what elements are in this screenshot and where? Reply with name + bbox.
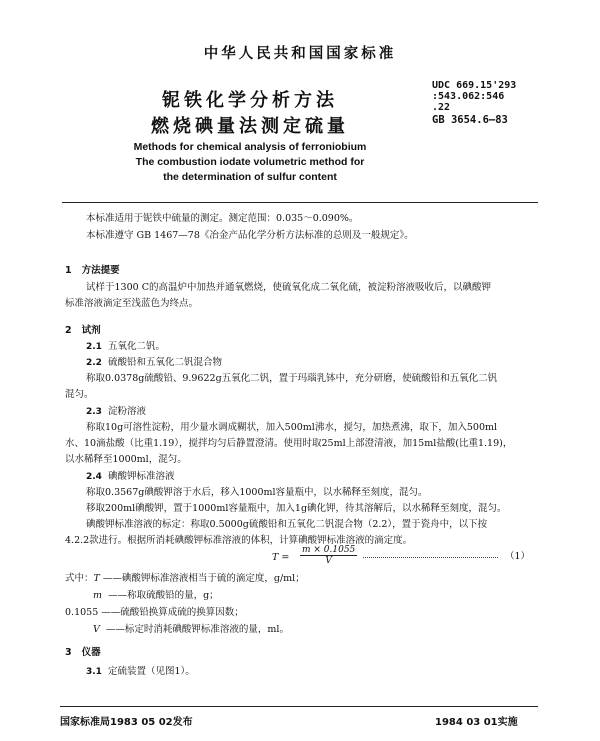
item-2-3-line3: 以水稀释至1000ml，混匀。 <box>65 454 187 465</box>
effective-date: 1984 03 01实施 <box>435 717 518 728</box>
item-2-4 <box>86 470 175 484</box>
udc-code <box>432 80 516 113</box>
where-intro: 式中： <box>65 573 94 584</box>
equation-number: （1） <box>505 551 531 562</box>
item-text: 硫酸铅和五氧化二钒混合物 <box>108 357 223 368</box>
where-m <box>93 589 219 602</box>
section-2-heading <box>65 322 101 336</box>
where-t <box>65 572 305 585</box>
doc-title-line2: 燃烧碘量法测定硫量 <box>151 116 349 137</box>
english-title-line1: Methods for chemical analysis of ferroniobium <box>133 141 367 153</box>
item-2-2-line2: 混匀。 <box>65 389 94 400</box>
section-3-heading <box>65 644 101 658</box>
item-2-3-line2: 水、10滴盐酸（比重1.19），搅拌均匀后静置澄清。使用时取25ml上部澄清液，加15ml盐酸(比重1.19)， <box>65 438 513 449</box>
english-title-line2: The combustion iodate volumetric method for <box>135 156 365 168</box>
gb-number: GB 3654.6—83 <box>432 114 508 126</box>
item-2-3-line1: 称取10g可溶性淀粉，用少量水调成糊状，加入500ml沸水，搅匀，加热煮沸，取下，加入500ml <box>86 422 498 433</box>
item-number: 2.3 <box>86 407 102 417</box>
section-number: 3 <box>65 647 72 658</box>
item-2-4-line1: 称取0.3567g碘酸钾溶于水后，移入1000ml容量瓶中，以水稀释至刻度，混匀。 <box>86 487 428 498</box>
english-title-line3: the determination of sulfur content <box>163 171 337 183</box>
item-2-4-line4: 4.2.2款进行。根据所消耗碘酸钾标准溶液的体积，计算碘酸钾标准溶液的滴定度。 <box>65 535 413 546</box>
formula-numerator: m × 0.1055 <box>302 545 356 555</box>
section-1-heading <box>65 262 120 276</box>
item-number: 2.2 <box>86 358 102 368</box>
compliance-paragraph: 本标准遵守 GB 1467—78《冶金产品化学分析方法标准的总则及一般规定》。 <box>86 230 414 241</box>
scope-paragraph: 本标准适用于铌铁中硫量的测定。测定范围：0.035～0.090%。 <box>86 213 359 224</box>
item-3-1 <box>86 665 195 679</box>
item-2-4-line3: 碘酸钾标准溶液的标定：称取0.5000g硫酸铅和五氧化二钒混合物（2.2），置于瓷舟中，以下按 <box>86 519 488 530</box>
formula-leader-dots <box>363 557 498 558</box>
item-2-2 <box>86 356 222 370</box>
item-number: 2.1 <box>86 342 102 352</box>
symbol-v-desc: ——标定时消耗碘酸钾标准溶液的量，ml。 <box>105 624 289 635</box>
section-title: 方法提要 <box>81 265 120 276</box>
item-2-4-line2: 移取200ml碘酸钾，置于1000ml容量瓶中，加入1g碘化钾，待其溶解后，以水稀释至刻度，混匀。 <box>86 503 507 514</box>
formula-fraction <box>300 545 357 566</box>
symbol-m-desc: ——称取硫酸铅的量，g； <box>108 590 219 601</box>
item-2-2-line1: 称取0.0378g硫酸铅、9.9622g五氧化二钒，置于玛瑙乳钵中，充分研磨，使硫酸铅和五氧化二钒 <box>86 373 498 384</box>
issuing-body-title: 中华人民共和国国家标准 <box>203 46 397 62</box>
symbol-v: V <box>93 624 100 635</box>
section-title: 试剂 <box>81 325 101 336</box>
formula-denominator: V <box>325 556 332 566</box>
item-2-3 <box>86 405 146 419</box>
udc-line1: UDC 669.15'293 <box>432 80 517 91</box>
item-text: 碘酸钾标准溶液 <box>108 471 175 482</box>
section-number: 1 <box>65 265 72 276</box>
item-text: 淀粉溶液 <box>108 406 147 417</box>
section-number: 2 <box>65 325 72 336</box>
section-title: 仪器 <box>81 647 101 658</box>
item-text: 定硫装置（见图1）。 <box>108 666 195 677</box>
symbol-factor-desc: ——硫酸铅换算成硫的换算因数； <box>101 607 244 618</box>
issue-date: 国家标准局1983 05 02发布 <box>60 717 193 728</box>
udc-line3: .22 <box>432 102 451 113</box>
item-number: 3.1 <box>86 667 102 677</box>
where-v <box>93 623 289 636</box>
symbol-t: T <box>93 573 100 584</box>
item-text: 五氧化二钒。 <box>108 341 166 352</box>
where-k <box>65 606 244 619</box>
item-2-1 <box>86 340 165 354</box>
doc-title-line1: 铌铁化学分析方法 <box>162 90 338 111</box>
udc-line2: :543.062:546 <box>432 91 505 102</box>
s1-text-line1: 试样于1300 C的高温炉中加热并通氧燃烧，使硫氧化成二氧化硫，被淀粉溶液吸收后，以碘酸钾 <box>86 282 491 293</box>
symbol-t-desc: ——碘酸钾标准溶液相当于硫的滴定度，g/ml； <box>102 573 305 584</box>
symbol-factor: 0.1055 <box>65 607 99 618</box>
symbol-m: m <box>93 590 103 601</box>
header-rule <box>62 202 538 203</box>
formula-lhs: T = <box>272 552 290 563</box>
item-number: 2.4 <box>86 472 102 482</box>
footer-rule <box>60 706 538 707</box>
s1-text-line2: 标准溶液滴定至浅蓝色为终点。 <box>65 298 199 309</box>
